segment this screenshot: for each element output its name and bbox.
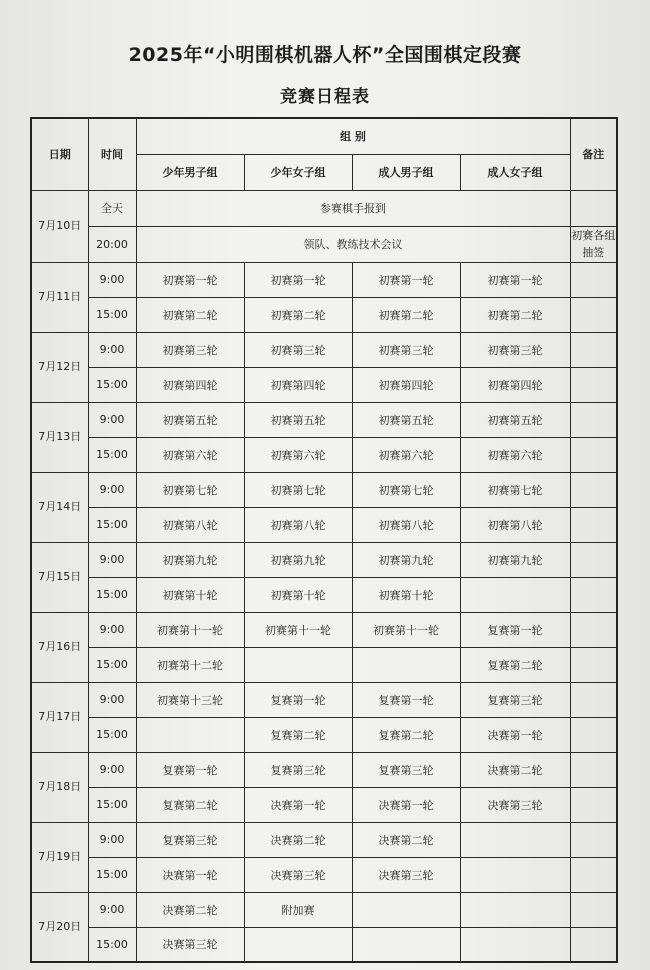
note-cell — [570, 542, 617, 577]
note-cell — [570, 717, 617, 752]
round-cell — [460, 822, 570, 857]
round-cell: 复赛第二轮 — [244, 717, 352, 752]
slot-time: 20:00 — [88, 226, 136, 262]
schedule-row — [31, 402, 617, 437]
round-cell: 初赛第四轮 — [352, 367, 460, 402]
schedule-row — [31, 262, 617, 297]
round-cell: 初赛第九轮 — [460, 542, 570, 577]
schedule-row — [31, 787, 617, 822]
slot-time: 15:00 — [88, 437, 136, 472]
slot-time: 15:00 — [88, 717, 136, 752]
header-date: 日期 — [31, 118, 88, 190]
round-cell: 初赛第七轮 — [352, 472, 460, 507]
round-cell — [244, 927, 352, 962]
slot-time: 15:00 — [88, 577, 136, 612]
slot-time: 9:00 — [88, 822, 136, 857]
day-date: 7月18日 — [31, 752, 88, 822]
round-cell: 初赛第四轮 — [244, 367, 352, 402]
round-cell: 初赛第七轮 — [136, 472, 244, 507]
round-cell: 决赛第二轮 — [352, 822, 460, 857]
round-cell: 复赛第二轮 — [460, 647, 570, 682]
slot-time: 全天 — [88, 190, 136, 226]
slot-time: 15:00 — [88, 927, 136, 962]
note-cell — [570, 367, 617, 402]
note-cell — [570, 787, 617, 822]
schedule-row — [31, 682, 617, 717]
note-cell — [570, 437, 617, 472]
round-cell: 初赛第十一轮 — [244, 612, 352, 647]
schedule-row — [31, 857, 617, 892]
round-cell: 初赛第八轮 — [352, 507, 460, 542]
round-cell: 初赛第十轮 — [352, 577, 460, 612]
round-cell: 初赛第六轮 — [136, 437, 244, 472]
round-cell: 初赛第一轮 — [136, 262, 244, 297]
round-cell: 初赛第九轮 — [136, 542, 244, 577]
note-cell — [570, 297, 617, 332]
round-cell: 决赛第三轮 — [460, 787, 570, 822]
round-cell: 决赛第二轮 — [136, 892, 244, 927]
schedule-row — [31, 752, 617, 787]
round-cell: 初赛第五轮 — [352, 402, 460, 437]
round-cell: 复赛第三轮 — [244, 752, 352, 787]
day-date: 7月13日 — [31, 402, 88, 472]
note-cell — [570, 752, 617, 787]
round-cell: 初赛第三轮 — [244, 332, 352, 367]
schedule-row — [31, 507, 617, 542]
round-cell: 初赛第三轮 — [352, 332, 460, 367]
round-cell: 初赛第六轮 — [460, 437, 570, 472]
slot-time: 9:00 — [88, 262, 136, 297]
round-cell: 初赛第六轮 — [352, 437, 460, 472]
slot-time: 15:00 — [88, 647, 136, 682]
note-cell — [570, 190, 617, 226]
round-cell: 初赛第十二轮 — [136, 647, 244, 682]
day-date: 7月16日 — [31, 612, 88, 682]
schedule-table — [30, 117, 618, 963]
note-cell — [570, 612, 617, 647]
slot-time: 15:00 — [88, 297, 136, 332]
merged-event-cell: 领队、教练技术会议 — [136, 226, 570, 262]
header-group: 组 别 — [136, 118, 570, 154]
round-cell: 初赛第五轮 — [460, 402, 570, 437]
day-date: 7月10日 — [31, 190, 88, 262]
schedule-row — [31, 647, 617, 682]
note-cell — [570, 507, 617, 542]
day-date: 7月17日 — [31, 682, 88, 752]
note-cell: 初赛各组抽签 — [570, 226, 617, 262]
note-cell — [570, 577, 617, 612]
round-cell: 初赛第八轮 — [244, 507, 352, 542]
round-cell — [244, 647, 352, 682]
merged-event-cell: 参赛棋手报到 — [136, 190, 570, 226]
round-cell — [460, 892, 570, 927]
note-cell — [570, 822, 617, 857]
round-cell: 复赛第三轮 — [136, 822, 244, 857]
schedule-row — [31, 472, 617, 507]
round-cell — [352, 892, 460, 927]
round-cell: 复赛第二轮 — [352, 717, 460, 752]
schedule-row — [31, 927, 617, 962]
note-cell — [570, 262, 617, 297]
slot-time: 15:00 — [88, 857, 136, 892]
round-cell: 决赛第二轮 — [460, 752, 570, 787]
round-cell: 初赛第二轮 — [136, 297, 244, 332]
round-cell: 初赛第五轮 — [136, 402, 244, 437]
schedule-row — [31, 332, 617, 367]
round-cell — [460, 927, 570, 962]
header-group-junior-boys: 少年男子组 — [136, 154, 244, 190]
slot-time: 9:00 — [88, 752, 136, 787]
round-cell: 决赛第三轮 — [136, 927, 244, 962]
schedule-row — [31, 542, 617, 577]
slot-time: 9:00 — [88, 542, 136, 577]
header-group-adult-women: 成人女子组 — [460, 154, 570, 190]
round-cell: 初赛第三轮 — [460, 332, 570, 367]
round-cell: 初赛第一轮 — [352, 262, 460, 297]
round-cell: 复赛第二轮 — [136, 787, 244, 822]
day-date: 7月20日 — [31, 892, 88, 962]
round-cell: 复赛第一轮 — [352, 682, 460, 717]
day-date: 7月15日 — [31, 542, 88, 612]
header-notes: 备注 — [570, 118, 617, 190]
note-cell — [570, 857, 617, 892]
round-cell: 初赛第十三轮 — [136, 682, 244, 717]
slot-time: 15:00 — [88, 367, 136, 402]
round-cell: 复赛第三轮 — [352, 752, 460, 787]
round-cell: 初赛第一轮 — [460, 262, 570, 297]
round-cell: 初赛第一轮 — [244, 262, 352, 297]
day-date: 7月14日 — [31, 472, 88, 542]
round-cell: 初赛第六轮 — [244, 437, 352, 472]
slot-time: 9:00 — [88, 402, 136, 437]
round-cell: 初赛第二轮 — [352, 297, 460, 332]
round-cell: 决赛第一轮 — [244, 787, 352, 822]
slot-time: 15:00 — [88, 787, 136, 822]
note-cell — [570, 682, 617, 717]
note-cell — [570, 892, 617, 927]
round-cell: 附加赛 — [244, 892, 352, 927]
round-cell: 初赛第十一轮 — [352, 612, 460, 647]
round-cell: 决赛第一轮 — [460, 717, 570, 752]
round-cell: 初赛第五轮 — [244, 402, 352, 437]
slot-time: 9:00 — [88, 612, 136, 647]
round-cell: 决赛第三轮 — [244, 857, 352, 892]
round-cell: 初赛第十轮 — [244, 577, 352, 612]
round-cell: 决赛第二轮 — [244, 822, 352, 857]
schedule-row — [31, 717, 617, 752]
round-cell: 复赛第一轮 — [244, 682, 352, 717]
header-group-junior-girls: 少年女子组 — [244, 154, 352, 190]
round-cell: 初赛第二轮 — [460, 297, 570, 332]
round-cell: 复赛第一轮 — [136, 752, 244, 787]
schedule-row — [31, 367, 617, 402]
day-date: 7月11日 — [31, 262, 88, 332]
round-cell: 初赛第十一轮 — [136, 612, 244, 647]
note-cell — [570, 647, 617, 682]
round-cell: 初赛第四轮 — [460, 367, 570, 402]
round-cell: 初赛第七轮 — [460, 472, 570, 507]
document-title: 2025年“小明围棋机器人杯”全国围棋定段赛 — [128, 44, 522, 66]
schedule-row — [31, 612, 617, 647]
note-cell — [570, 402, 617, 437]
round-cell: 决赛第三轮 — [352, 857, 460, 892]
schedule-row — [31, 437, 617, 472]
schedule-row — [31, 297, 617, 332]
round-cell — [352, 647, 460, 682]
note-cell — [570, 472, 617, 507]
day-date: 7月12日 — [31, 332, 88, 402]
slot-time: 9:00 — [88, 682, 136, 717]
schedule-row — [31, 577, 617, 612]
round-cell: 初赛第四轮 — [136, 367, 244, 402]
round-cell: 初赛第八轮 — [460, 507, 570, 542]
round-cell: 初赛第九轮 — [352, 542, 460, 577]
header-group-adult-men: 成人男子组 — [352, 154, 460, 190]
round-cell: 初赛第九轮 — [244, 542, 352, 577]
header-time: 时间 — [88, 118, 136, 190]
round-cell: 初赛第七轮 — [244, 472, 352, 507]
document-subtitle: 竞赛日程表 — [280, 87, 370, 107]
schedule-row — [31, 822, 617, 857]
round-cell: 复赛第三轮 — [460, 682, 570, 717]
round-cell: 决赛第一轮 — [136, 857, 244, 892]
round-cell: 复赛第一轮 — [460, 612, 570, 647]
day-date: 7月19日 — [31, 822, 88, 892]
round-cell — [136, 717, 244, 752]
round-cell — [460, 857, 570, 892]
slot-time: 15:00 — [88, 507, 136, 542]
round-cell: 决赛第一轮 — [352, 787, 460, 822]
slot-time: 9:00 — [88, 892, 136, 927]
round-cell — [352, 927, 460, 962]
round-cell — [460, 577, 570, 612]
slot-time: 9:00 — [88, 332, 136, 367]
note-cell — [570, 332, 617, 367]
note-cell — [570, 927, 617, 962]
schedule-row — [31, 892, 617, 927]
round-cell: 初赛第十轮 — [136, 577, 244, 612]
slot-time: 9:00 — [88, 472, 136, 507]
round-cell: 初赛第二轮 — [244, 297, 352, 332]
round-cell: 初赛第八轮 — [136, 507, 244, 542]
round-cell: 初赛第三轮 — [136, 332, 244, 367]
